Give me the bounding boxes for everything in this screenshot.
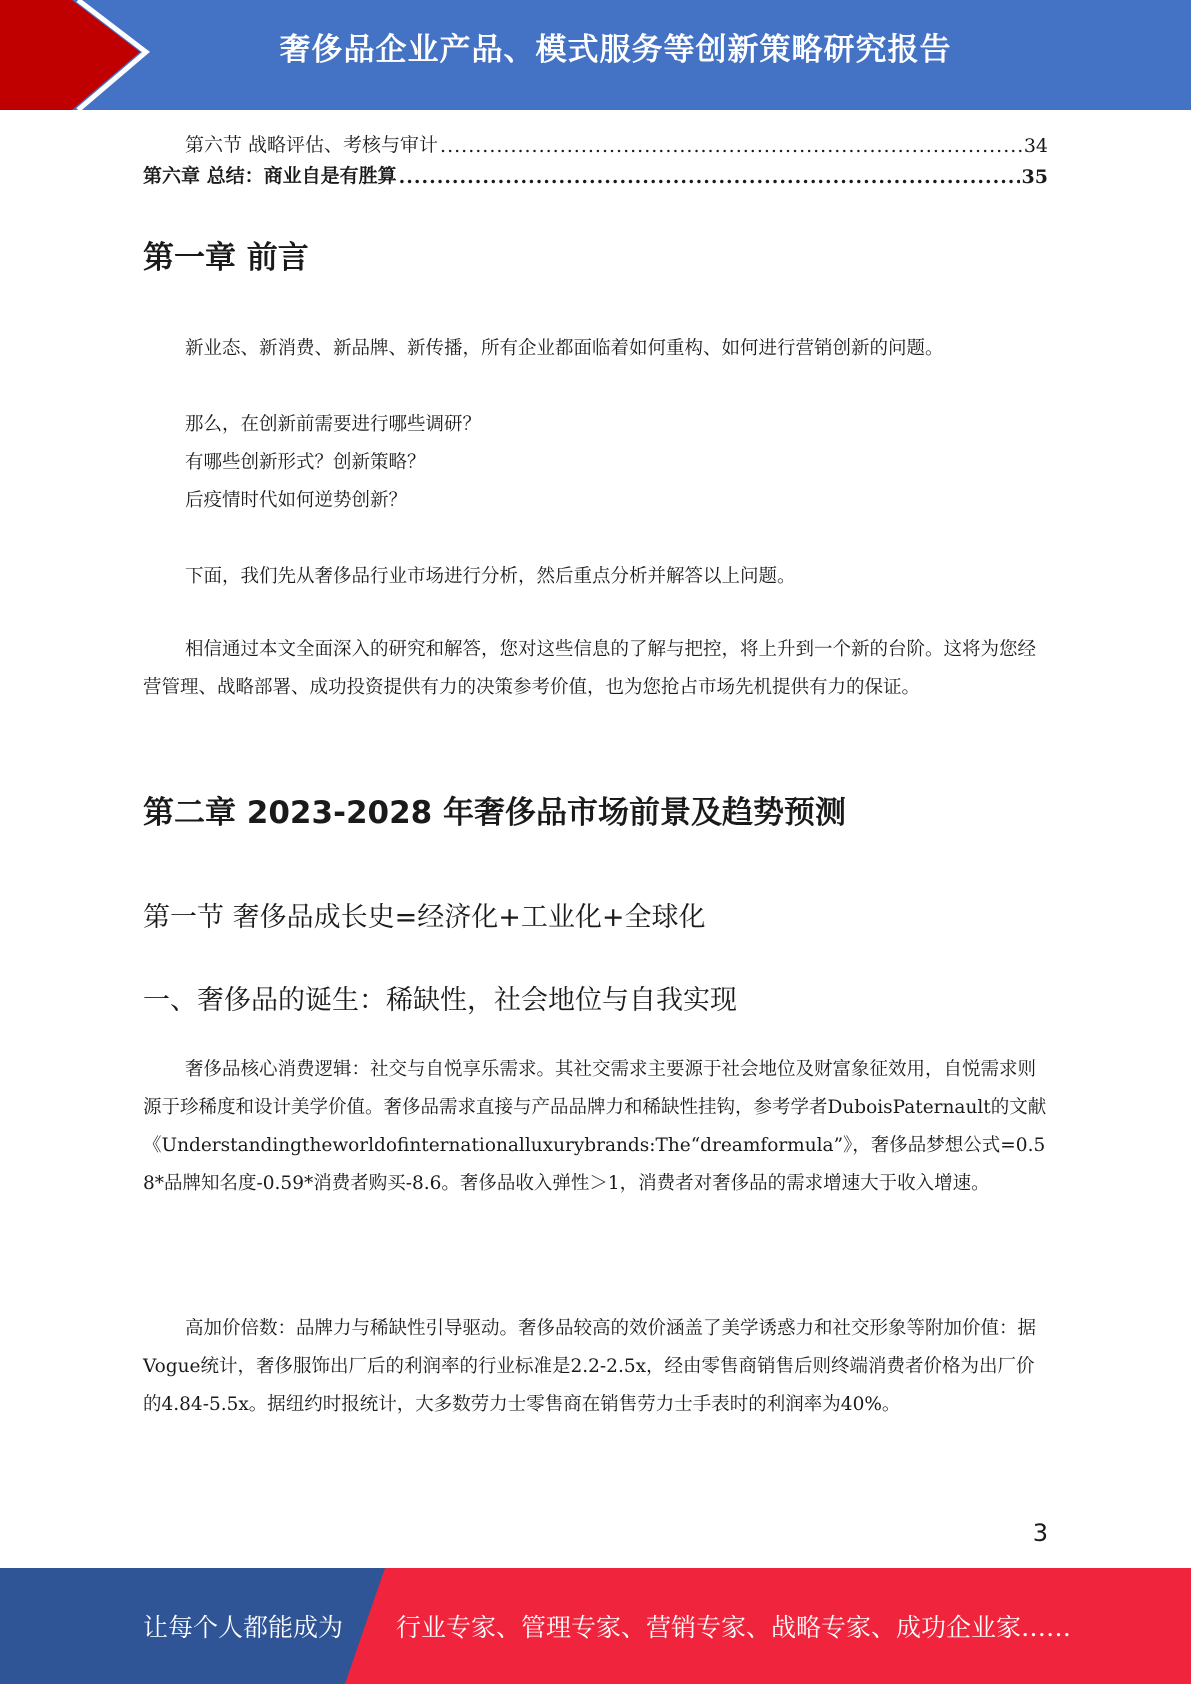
toc-entry-section-6[interactable] xyxy=(143,130,1048,157)
toc-entry-label: 第六章 总结：商业自是有胜算 xyxy=(143,165,397,187)
toc-entry-page: 35 xyxy=(1021,166,1048,188)
toc-leader-dots xyxy=(440,135,1022,157)
toc-entry-label: 第六节 战略评估、考核与审计 xyxy=(185,134,439,156)
chapter-2-section-1-title: 第一节 奢侈品成长史=经济化+工业化+全球化 xyxy=(143,902,706,933)
header-red-arrow-decoration xyxy=(0,0,160,110)
page-header xyxy=(0,0,1191,110)
chapter-1-title: 第一章 前言 xyxy=(143,240,309,276)
chapter-2-subsection-1-title: 一、奢侈品的诞生：稀缺性，社会地位与自我实现 xyxy=(143,985,737,1016)
chapter-1-question-3: 后疫情时代如何逆势创新？ xyxy=(185,490,408,511)
chapter-1-question-2: 有哪些创新形式？创新策略？ xyxy=(185,452,426,473)
chapter-2-title: 第二章 2023-2028 年奢侈品市场前景及趋势预测 xyxy=(143,795,847,831)
toc-leader-dots xyxy=(399,166,1020,188)
chapter-1-paragraph-3: 相信通过本文全面深入的研究和解答，您对这些信息的了解与把控，将上升到一个新的台阶。这将为您经营管理、战略部署、成功投资提供有力的决策参考价值，也为您抢占市场先机提供有力的保证。 xyxy=(143,639,1037,698)
footer-slogan-right: 行业专家、管理专家、营销专家、战略专家、成功企业家…… xyxy=(396,1613,1072,1642)
chapter-2-paragraph-1: 奢侈品核心消费逻辑：社交与自悦享乐需求。其社交需求主要源于社会地位及财富象征效用，自悦需求则源于珍稀度和设计美学价值。奢侈品需求直接与产品品牌力和稀缺性挂钩，参考学者DuboisPaternault的文献《Understandingtheworldofinternationalluxurybrands:The“dreamformula”》，奢侈品梦想公式=0.58*品牌知名度-0.59*消费者购买-8.6。奢侈品收入弹性＞1，消费者对奢侈品的需求增速大于收入增速。 xyxy=(143,1059,1047,1194)
chapter-1-paragraph-2: 下面，我们先从奢侈品行业市场进行分析，然后重点分析并解答以上问题。 xyxy=(185,566,796,587)
chapter-2-paragraph-2: 高加价倍数：品牌力与稀缺性引导驱动。奢侈品较高的效价涵盖了美学诱惑力和社交形象等附加价值：据Vogue统计，奢侈服饰出厂后的利润率的行业标准是2.2-2.5x，经由零售商销售后则终端消费者价格为出厂价的4.84-5.5x。据纽约时报统计，大多数劳力士零售商在销售劳力士手表时的利润率为40%。 xyxy=(143,1318,1037,1415)
toc-entry-page: 34 xyxy=(1023,135,1048,157)
toc-entry-chapter-6[interactable] xyxy=(143,161,1048,188)
chapter-1-paragraph-1: 新业态、新消费、新品牌、新传播，所有企业都面临着如何重构、如何进行营销创新的问题。 xyxy=(185,338,944,359)
page-footer xyxy=(0,1568,1191,1684)
header-title: 奢侈品企业产品、模式服务等创新策略研究报告 xyxy=(279,32,952,68)
page-number: 3 xyxy=(1032,1519,1048,1547)
footer-slogan-left: 让每个人都能成为 xyxy=(143,1613,344,1642)
chapter-1-question-1: 那么，在创新前需要进行哪些调研？ xyxy=(185,414,482,435)
